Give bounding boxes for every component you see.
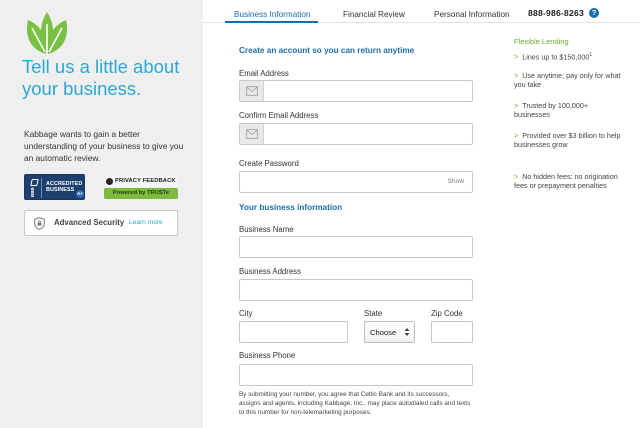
zip-code-label: Zip Code: [431, 309, 463, 318]
support-phone-number[interactable]: 888-986-8263: [528, 8, 584, 18]
city-field[interactable]: [239, 321, 348, 343]
business-phone-field[interactable]: [239, 364, 473, 386]
confirm-email-field[interactable]: [239, 123, 473, 145]
tab-personal-information[interactable]: Personal Information: [434, 10, 510, 19]
benefit-item: > Provided over $3 billion to help businesses grow: [514, 131, 621, 150]
kabbage-leaf-logo-icon: [22, 10, 72, 56]
account-section-title: Create an account so you can return anytime: [239, 46, 415, 55]
learn-more-link[interactable]: Learn more: [129, 219, 163, 226]
bbb-badge-text: ACCREDITED BUSINESS: [46, 181, 83, 194]
shield-lock-icon: [34, 217, 45, 230]
powered-by-truste-label: Powered by TRUSTe: [112, 189, 170, 196]
city-label: City: [239, 309, 253, 318]
arrow-icon: >: [514, 71, 519, 80]
bbb-torch-icon: BBB: [28, 178, 42, 198]
show-password-toggle[interactable]: Show: [447, 178, 464, 185]
tab-financial-review[interactable]: Financial Review: [343, 10, 405, 19]
page-headline: Tell us a little about your business.: [22, 56, 180, 99]
password-field[interactable]: [239, 171, 473, 193]
bbb-rating: A+: [77, 191, 83, 196]
envelope-icon: [246, 86, 258, 96]
state-label: State: [364, 309, 383, 318]
benefit-item: > Lines up to $150,000$^1$: [514, 52, 593, 62]
benefit-item: > Use anytime; pay only for what you take: [514, 71, 621, 90]
state-selected-value: Choose: [370, 328, 397, 337]
advanced-security-label: Advanced Security: [54, 218, 125, 227]
state-select[interactable]: [364, 321, 415, 343]
benefit-item: > Trusted by 100,000+ businesses: [514, 101, 589, 120]
business-name-field[interactable]: [239, 236, 473, 258]
business-name-label: Business Name: [239, 225, 294, 234]
email-field[interactable]: [239, 80, 473, 102]
advanced-security-box: [24, 210, 178, 236]
arrow-icon: >: [514, 131, 519, 140]
zip-code-field[interactable]: [431, 321, 473, 343]
tab-business-information[interactable]: Business Information: [234, 10, 311, 19]
page-subtext: Kabbage wants to gain a better understanding of your business to give you an automatic review.: [24, 129, 184, 163]
password-label: Create Password: [239, 159, 299, 168]
left-panel: [0, 0, 203, 428]
business-address-label: Business Address: [239, 267, 301, 276]
active-tab-indicator: [225, 21, 318, 23]
email-label: Email Address: [239, 69, 289, 78]
arrow-icon: >: [514, 52, 519, 62]
business-address-field[interactable]: [239, 279, 473, 301]
phone-consent-disclaimer: By submitting your number, you agree that Celtic Bank and its successors, assigns and agents, including Kabbage, Inc., may place autodialed calls and texts to this number for non-telemarketing purposes.: [239, 391, 471, 416]
arrow-icon: >: [514, 172, 519, 181]
benefit-item: > No hidden fees: no origination fees or prepayment penalties: [514, 172, 618, 191]
select-arrows-icon: [404, 327, 410, 337]
bbb-accredited-badge[interactable]: [24, 174, 85, 200]
privacy-feedback-label: PRIVACY FEEDBACK: [115, 177, 176, 184]
envelope-icon: [246, 129, 258, 139]
business-phone-label: Business Phone: [239, 351, 296, 360]
question-circle-icon[interactable]: ?: [589, 8, 599, 18]
truste-privacy-badge[interactable]: [104, 176, 178, 200]
confirm-email-label: Confirm Email Address: [239, 111, 319, 120]
truste-dot-icon: [106, 178, 113, 185]
business-section-title: Your business information: [239, 203, 343, 212]
benefits-title: Flexible Lending: [514, 37, 569, 46]
arrow-icon: >: [514, 101, 519, 110]
